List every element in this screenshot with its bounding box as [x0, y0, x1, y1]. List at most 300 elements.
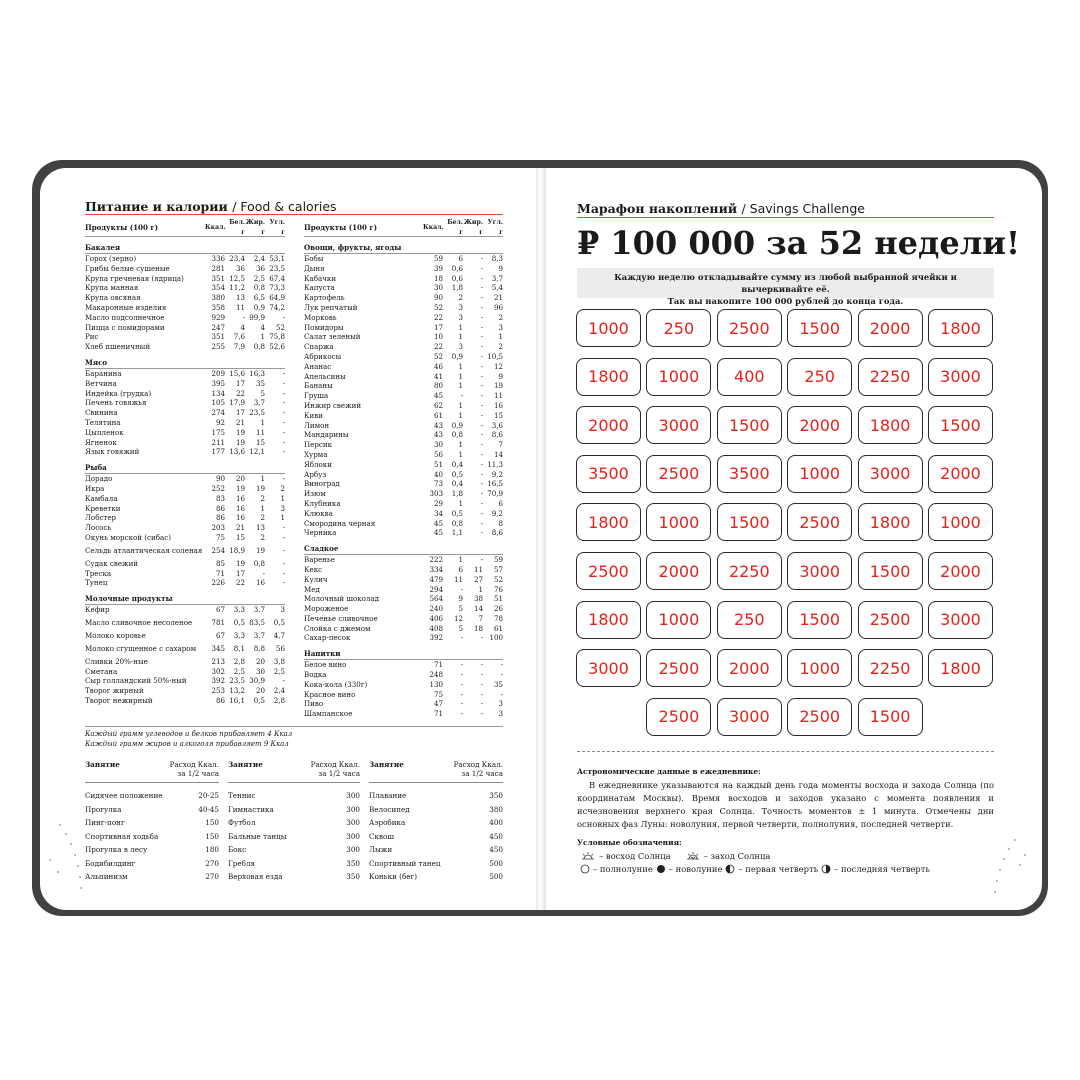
activity-name: Гимнастика: [228, 804, 274, 814]
food-value: 3: [280, 605, 285, 615]
food-value: 1: [478, 584, 483, 594]
savings-cell[interactable]: 1000: [646, 358, 711, 396]
food-value: 240: [429, 604, 443, 614]
sunset-icon: [685, 851, 701, 861]
food-value: 30: [433, 440, 443, 450]
food-value: 17: [235, 378, 245, 388]
food-value: -: [282, 568, 285, 578]
food-value: 75,8: [269, 332, 285, 342]
food-value: -: [282, 558, 285, 568]
food-value: 1: [260, 474, 265, 484]
savings-cell[interactable]: 3000: [928, 601, 993, 639]
food-value: 1: [458, 498, 463, 508]
food-value: 4: [240, 322, 245, 332]
food-value: -: [282, 447, 285, 457]
food-section-title: Бакалея: [85, 243, 285, 254]
note-fats: Каждый грамм жиров и алкоголя прибавляет 9 Ккал: [85, 739, 289, 748]
food-value: 17: [433, 322, 443, 332]
food-value: -: [480, 351, 483, 361]
savings-cell[interactable]: 400: [717, 358, 782, 396]
food-name: Печенье сливочное: [304, 613, 378, 623]
food-value: 9: [498, 371, 503, 381]
savings-cell[interactable]: 2500: [787, 698, 852, 736]
legend-last-quarter: – последняя четверть: [834, 864, 930, 874]
food-value: -: [282, 474, 285, 484]
activity-name: Аэробика: [369, 818, 406, 828]
savings-cell[interactable]: 1800: [858, 406, 923, 444]
food-value: -: [480, 322, 483, 332]
activity-row: [369, 843, 503, 857]
savings-cell[interactable]: 1500: [717, 406, 782, 444]
food-value: -: [282, 368, 285, 378]
activity-header: [85, 760, 219, 783]
food-value: 2,5: [253, 273, 265, 283]
food-value: 57: [493, 564, 503, 574]
savings-cell[interactable]: 1000: [646, 503, 711, 541]
food-name: Картофель: [304, 293, 345, 303]
instruction-line-2: Так вы накопите 100 000 рублей до конца года.: [667, 296, 904, 306]
savings-cell[interactable]: 2000: [787, 406, 852, 444]
savings-cell[interactable]: 2500: [576, 552, 641, 590]
food-row: [85, 313, 285, 323]
food-row: [85, 303, 285, 313]
savings-cell[interactable]: 2500: [646, 649, 711, 687]
savings-cell[interactable]: 1500: [717, 503, 782, 541]
food-value: 8,3: [491, 254, 503, 263]
food-value: 929: [211, 312, 225, 322]
food-value: 564: [429, 594, 443, 604]
savings-cell[interactable]: 3000: [576, 649, 641, 687]
activity-kcal: 500: [489, 858, 503, 868]
food-row: [85, 447, 285, 457]
food-section-title: Овощи, фрукты, ягоды: [304, 243, 503, 254]
savings-cell[interactable]: 2500: [646, 455, 711, 493]
food-value: 395: [211, 378, 225, 388]
food-value: 1: [458, 332, 463, 342]
food-value: 71: [433, 660, 443, 670]
first-quarter-icon: [725, 864, 735, 874]
savings-cell[interactable]: 1000: [928, 503, 993, 541]
activity-kcal: 400: [489, 818, 503, 828]
food-value: 67: [215, 605, 225, 615]
food-value: 3,3: [233, 605, 245, 615]
food-name: Сыр голландский 50%-ный: [85, 676, 187, 686]
food-row: [85, 631, 285, 641]
food-row: [85, 484, 285, 494]
savings-cell[interactable]: 1800: [858, 503, 923, 541]
activity-name: Пинг-понг: [85, 818, 125, 828]
savings-cell[interactable]: 2000: [646, 552, 711, 590]
savings-cell[interactable]: 1500: [928, 406, 993, 444]
food-value: 14: [473, 604, 483, 614]
savings-cell[interactable]: 1800: [576, 601, 641, 639]
food-value: 16,5: [487, 479, 503, 489]
savings-cell[interactable]: 2000: [928, 455, 993, 493]
food-value: 13: [255, 523, 265, 533]
food-value: -: [480, 469, 483, 479]
food-name: Смородина черная: [304, 518, 376, 528]
food-value: 3: [498, 322, 503, 332]
savings-cell[interactable]: 250: [646, 309, 711, 347]
food-name: Лосось: [85, 523, 112, 533]
food-value: 67,4: [269, 273, 285, 283]
food-name: Пицца с помидорами: [85, 322, 165, 332]
food-name: Молоко сгущенное с сахаром: [85, 644, 197, 653]
food-value: 302: [211, 666, 225, 676]
food-value: 7: [498, 440, 503, 450]
food-name: Кекс: [304, 564, 323, 574]
food-value: -: [480, 440, 483, 450]
food-value: 23,5: [269, 263, 285, 273]
food-value: -: [460, 689, 463, 699]
activity-name: Теннис: [228, 791, 256, 801]
food-value: 13: [235, 293, 245, 303]
food-value: 19: [235, 483, 245, 493]
food-name: Окунь морской (сибас): [85, 532, 171, 542]
food-value: 80: [433, 381, 443, 391]
food-section-title: Напитки: [304, 649, 503, 660]
savings-cell[interactable]: 2000: [717, 649, 782, 687]
food-name: Крупа манная: [85, 283, 139, 293]
food-value: -: [282, 437, 285, 447]
food-value: 73: [433, 479, 443, 489]
food-value: 345: [211, 643, 225, 653]
savings-cell[interactable]: 3000: [787, 552, 852, 590]
food-value: 45: [433, 528, 443, 538]
activity-column-3: [369, 760, 503, 884]
food-value: -: [480, 332, 483, 342]
food-value: 8: [498, 518, 503, 528]
food-value: 12: [453, 613, 463, 623]
savings-cell[interactable]: 3000: [646, 406, 711, 444]
food-name: Рис: [85, 332, 99, 342]
savings-headline: ₽ 100 000 за 52 недели!: [577, 224, 1021, 262]
food-section-title: Молочные продукты: [85, 594, 285, 605]
savings-cell[interactable]: 250: [717, 601, 782, 639]
food-name: Камбала: [85, 493, 118, 503]
activity-kcal: 350: [346, 872, 360, 882]
legend-new-moon: – новолуние: [668, 864, 723, 874]
food-row: [304, 575, 503, 585]
food-name: Свинина: [85, 408, 118, 418]
food-value: 86: [215, 503, 225, 513]
food-value: 21: [493, 293, 503, 303]
food-name: Водка: [304, 670, 327, 680]
food-value: 7,6: [233, 332, 245, 342]
spine: [536, 168, 546, 910]
food-value: -: [480, 498, 483, 508]
food-value: 61: [493, 623, 503, 633]
food-value: 3,7: [253, 605, 265, 615]
food-value: -: [480, 430, 483, 440]
activity-name: Футбол: [228, 818, 256, 828]
savings-cell[interactable]: 2500: [717, 309, 782, 347]
savings-cell[interactable]: 1500: [858, 698, 923, 736]
activity-header-name: Занятие: [228, 760, 263, 769]
food-value: 281: [211, 263, 225, 273]
food-row: [85, 667, 285, 677]
food-row: [304, 509, 503, 519]
food-value: -: [480, 420, 483, 430]
food-value: -: [480, 391, 483, 401]
savings-cell[interactable]: 1000: [787, 455, 852, 493]
food-row: [304, 670, 503, 680]
food-name: Бобы: [304, 254, 324, 263]
food-value: 90: [215, 474, 225, 484]
food-value: 16: [235, 503, 245, 513]
food-value: 75: [433, 689, 443, 699]
activity-header-line2: за 1/2 часа: [318, 769, 360, 778]
food-value: 59: [433, 254, 443, 263]
food-row: [85, 398, 285, 408]
savings-cell[interactable]: 3500: [576, 455, 641, 493]
food-name: Помидоры: [304, 322, 344, 332]
activity-row: [228, 857, 360, 871]
savings-cell[interactable]: 3000: [858, 455, 923, 493]
food-value: 781: [211, 618, 225, 627]
food-value: -: [480, 449, 483, 459]
food-value: 226: [211, 578, 225, 588]
food-value: 5,4: [491, 283, 503, 293]
food-value: 85: [215, 558, 225, 568]
food-value: -: [480, 518, 483, 528]
food-value: 52: [493, 574, 503, 584]
food-value: 30,9: [249, 676, 265, 686]
food-value: -: [282, 427, 285, 437]
food-value: 351: [211, 332, 225, 342]
food-value: 45: [433, 391, 443, 401]
activity-name: Сквош: [369, 831, 395, 841]
food-row: [304, 362, 503, 372]
food-value: 0,4: [451, 459, 463, 469]
food-value: 0,8: [253, 283, 265, 293]
food-row: [85, 615, 285, 631]
savings-cell[interactable]: 1500: [787, 601, 852, 639]
food-name: Дыня: [304, 263, 325, 273]
savings-cell[interactable]: 2250: [717, 552, 782, 590]
food-name: Сливки 20%-ные: [85, 656, 148, 666]
food-value: 274: [211, 408, 225, 418]
activity-kcal: 20-25: [198, 791, 219, 801]
savings-cell[interactable]: 2500: [858, 601, 923, 639]
savings-cell[interactable]: 2000: [928, 552, 993, 590]
food-value: 16,3: [249, 368, 265, 378]
food-value: 3,8: [273, 656, 285, 666]
food-value: 15,6: [229, 368, 245, 378]
savings-cell[interactable]: 3000: [928, 358, 993, 396]
food-row: [304, 709, 503, 719]
savings-cell[interactable]: 2500: [646, 698, 711, 736]
legend-sunset: – заход Солнца: [703, 851, 771, 861]
activity-header-value: [454, 760, 503, 780]
food-row: [304, 614, 503, 624]
food-value: 21: [235, 523, 245, 533]
food-value: 36: [255, 263, 265, 273]
food-value: -: [480, 508, 483, 518]
food-row: [85, 523, 285, 533]
legend-heading: Условные обозначения:: [577, 838, 682, 847]
activity-header-line1: Расход Ккал.: [310, 760, 360, 769]
food-value: 1: [458, 361, 463, 371]
food-name: Баранина: [85, 368, 122, 378]
food-row: [304, 313, 503, 323]
food-value: -: [480, 400, 483, 410]
food-value: 0,5: [233, 618, 245, 627]
savings-cell[interactable]: 1800: [928, 649, 993, 687]
food-row: [304, 660, 503, 670]
savings-cell[interactable]: 2000: [576, 406, 641, 444]
savings-cell[interactable]: 2500: [787, 503, 852, 541]
savings-cell[interactable]: 3000: [717, 698, 782, 736]
food-value: 56: [433, 449, 443, 459]
activity-row: [228, 803, 360, 817]
food-value: -: [480, 633, 483, 643]
food-value: 22: [433, 312, 443, 322]
food-row: [304, 604, 503, 614]
savings-cell[interactable]: 2000: [858, 309, 923, 347]
food-name: Креветки: [85, 503, 121, 513]
food-value: 6: [458, 254, 463, 263]
food-value: 15: [255, 437, 265, 447]
food-name: Судак свежий: [85, 558, 139, 568]
food-row: [304, 633, 503, 643]
food-row: [85, 578, 285, 588]
food-value: 0,9: [451, 420, 463, 430]
food-value: 177: [211, 447, 225, 457]
food-value: 3,7: [253, 398, 265, 408]
food-value: 0,5: [451, 469, 463, 479]
calorie-notes: [85, 730, 292, 749]
food-row: [304, 479, 503, 489]
savings-cell[interactable]: 1500: [858, 552, 923, 590]
food-value: 100: [489, 633, 503, 643]
savings-cell[interactable]: 1000: [646, 601, 711, 639]
food-value: -: [480, 555, 483, 565]
food-value: 35: [493, 679, 503, 689]
food-row: [85, 657, 285, 667]
savings-cell[interactable]: 1800: [576, 358, 641, 396]
food-value: 59: [493, 555, 503, 565]
food-value: 17,9: [229, 398, 245, 408]
food-value: 11,2: [229, 283, 245, 293]
food-value: 22: [433, 342, 443, 352]
food-value: 11: [493, 391, 503, 401]
food-value: 2,4: [273, 686, 285, 696]
food-row: [85, 438, 285, 448]
activity-name: Сидячее положение: [85, 791, 163, 801]
food-value: 0,5: [273, 618, 285, 627]
savings-cell[interactable]: 3500: [717, 455, 782, 493]
note-carbs: Каждый грамм углеводов и белков прибавляет 4 Ккал: [85, 730, 293, 738]
activity-kcal: 300: [346, 804, 360, 814]
food-value: -: [500, 670, 503, 680]
food-value: 213: [211, 656, 225, 666]
activity-name: Верховая езда: [228, 872, 283, 882]
food-row: [304, 585, 503, 595]
savings-cell[interactable]: 1000: [576, 309, 641, 347]
food-title: [85, 199, 337, 214]
food-value: 23,5: [249, 408, 265, 418]
food-value: 209: [211, 368, 225, 378]
food-name: Ветчина: [85, 378, 117, 388]
savings-cell[interactable]: 2250: [858, 649, 923, 687]
food-row: [304, 401, 503, 411]
savings-cell[interactable]: 1500: [787, 309, 852, 347]
food-value: 53,1: [269, 254, 285, 263]
food-value: -: [480, 293, 483, 303]
food-row: [304, 699, 503, 709]
food-value: 13,6: [229, 447, 245, 457]
food-name: Дорадо: [85, 474, 113, 484]
food-row: [85, 254, 285, 264]
savings-cell[interactable]: 250: [787, 358, 852, 396]
food-title-en: / Food & calories: [232, 199, 337, 214]
food-value: 294: [429, 584, 443, 594]
food-value: -: [282, 408, 285, 418]
food-value: 1: [458, 400, 463, 410]
food-value: -: [480, 410, 483, 420]
food-header-cell: Жир. г: [463, 219, 483, 236]
food-value: 253: [211, 686, 225, 696]
food-row: [304, 372, 503, 382]
food-value: 3: [458, 342, 463, 352]
food-row: [304, 594, 503, 604]
food-name: Сахар-песок: [304, 633, 351, 643]
activity-header-name: Занятие: [369, 760, 404, 769]
food-row: [85, 369, 285, 379]
food-table-header: [304, 220, 503, 237]
food-header-cell: Бел. г: [229, 219, 245, 236]
food-value: 11: [255, 427, 265, 437]
food-value: 76: [493, 584, 503, 594]
food-row: [304, 274, 503, 284]
food-value: 61: [433, 410, 443, 420]
activity-row: [228, 843, 360, 857]
food-value: 2: [280, 483, 285, 493]
food-value: 62: [433, 400, 443, 410]
activity-kcal: 450: [489, 831, 503, 841]
food-value: 39: [433, 263, 443, 273]
food-row: [85, 332, 285, 342]
savings-cell[interactable]: 2250: [858, 358, 923, 396]
savings-cell[interactable]: 1800: [576, 503, 641, 541]
food-name: Молочный шоколад: [304, 594, 380, 604]
food-row: [85, 686, 285, 696]
food-name: Сметана: [85, 666, 118, 676]
food-value: -: [460, 391, 463, 401]
food-value: 2: [458, 293, 463, 303]
activity-row: [369, 830, 503, 844]
food-header-cell: Продукты (100 г): [304, 223, 378, 233]
food-value: 303: [429, 489, 443, 499]
activity-name: Спортивный танец: [369, 858, 441, 868]
food-name: Пиво: [304, 699, 324, 709]
food-value: 8,1: [233, 643, 245, 653]
food-value: -: [480, 670, 483, 680]
food-value: 12,1: [249, 447, 265, 457]
food-value: 18,9: [229, 545, 245, 555]
savings-cell[interactable]: 1000: [787, 649, 852, 687]
savings-instruction: [577, 268, 994, 306]
food-name: Масло подсолнечное: [85, 312, 165, 322]
food-value: 8,8: [253, 643, 265, 653]
food-row: [85, 605, 285, 615]
food-value: -: [480, 254, 483, 263]
food-header-cell: Продукты (100 г): [85, 223, 159, 233]
savings-cell[interactable]: 1800: [928, 309, 993, 347]
activity-header-line2: за 1/2 часа: [177, 769, 219, 778]
activity-row: [228, 870, 360, 884]
